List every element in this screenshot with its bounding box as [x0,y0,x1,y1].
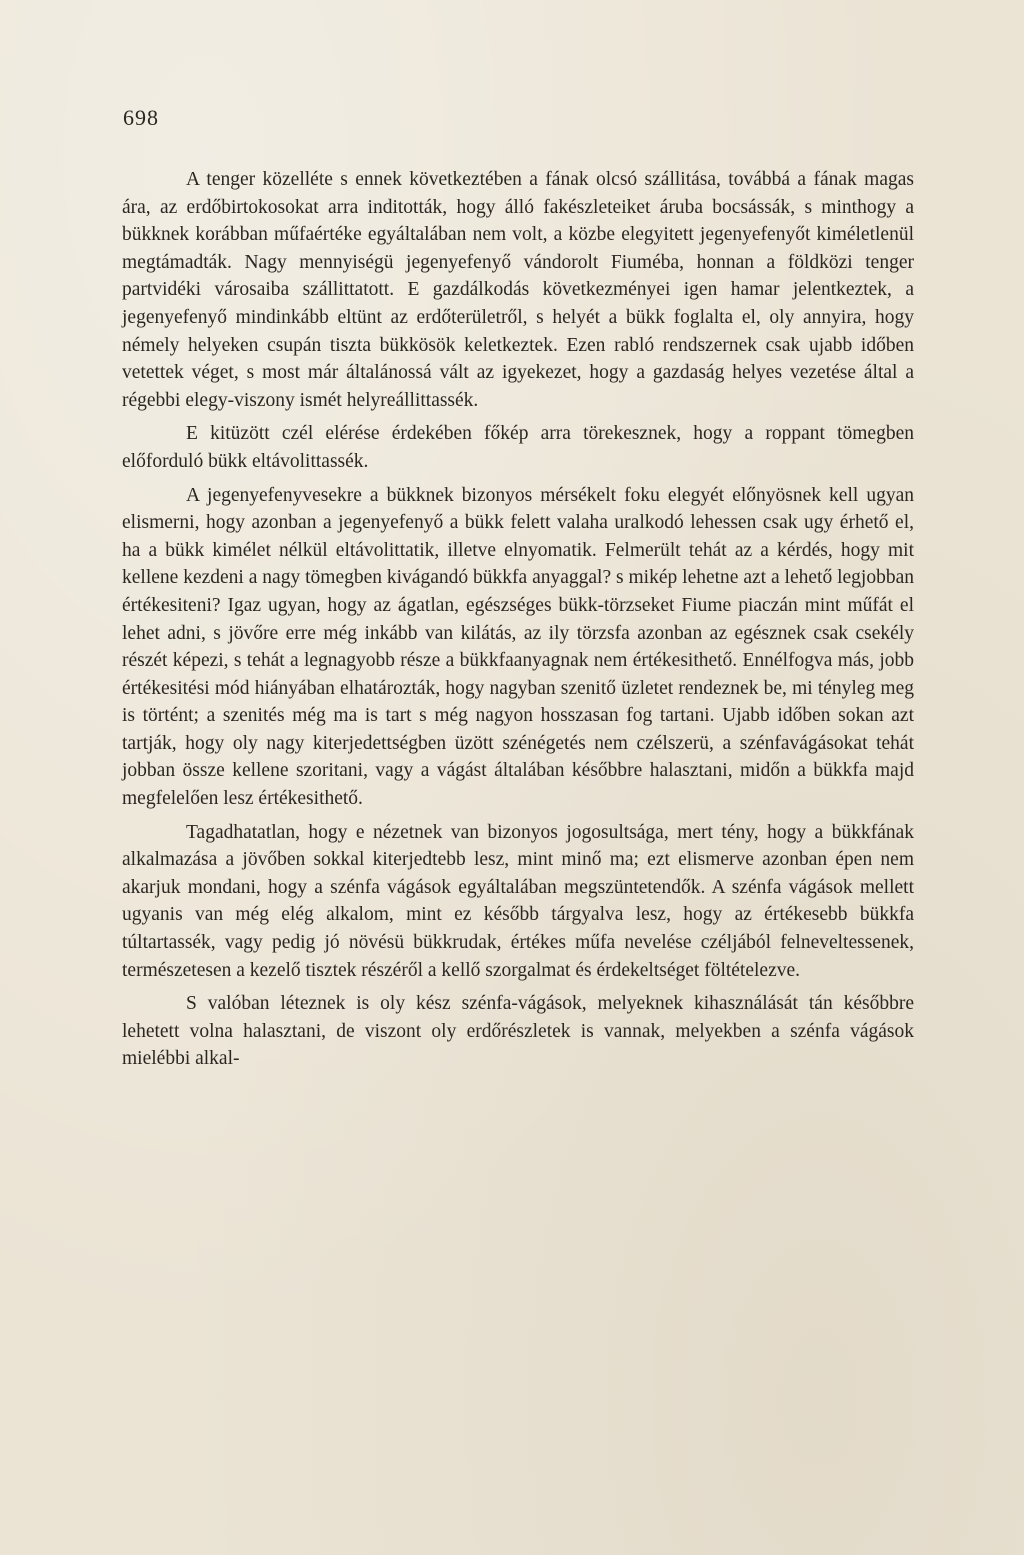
page-number: 698 [123,105,159,130]
paragraph-4: Tagadhatatlan, hogy e nézetnek van bizonyos jogosultsága, mert tény, hogy a bükkfának alkalmazása a jövőben sokkal kiterjedtebb lesz, mint minő ma; ezt elismerve azonban épen nem akarjuk mondani, hogy a szénfa vágások egyáltalában megszüntetendők. A szénfa vágások mellett ugyanis van még elég alkalom, mint ez később tárgyalva lesz, hogy az értékesebb bükkfa túltartassék, vagy pedig jó növésü bükkrudak, értékes műfa nevelése czéljából felneveltessenek, természetesen a kezelő tisztek részéről a kellő szorgalmat és érdekeltséget föltételezve. [122,821,914,981]
body-text [122,166,914,1073]
paragraph-3: A jegenyefenyvesekre a bükknek bizonyos mérsékelt foku elegyét előnyösnek kell ugyan elismerni, hogy azonban a jegenyefenyő a bükk felett valaha uralkodó lehessen csak ugy érhető el, ha a bükk kimélet nélkül eltávolittatik, illetve elnyomatik. Felmerült tehát az a kérdés, hogy mit kellene kezdeni a nagy tömegben kivágandó bükkfa anyaggal? s mikép lehetne azt a lehető legjobban értékesiteni? Igaz ugyan, hogy az ágatlan, egészséges bükk-törzseket Fiume piaczán mint műfát el lehet adni, s jövőre erre még inkább van kilátás, az ily törzsfa azonban az egésznek csak csekély részét képezi, s tehát a legnagyobb része a bükkfaanyagnak nem értékesithető. Ennélfogva más, jobb értékesitési mód hiányában elhatározták, hogy nagyban szenitő üzletet rendeznek be, mi tényleg meg is történt; a szenités még ma is tart s még nagyon hosszasan fog tartani. Ujabb időben sokan azt tartják, hogy oly nagy kiterjedettségben üzött szénégetés nem czélszerü, a szénfavágásokat tehát jobban össze kellene szoritani, vagy a vágást általában későbbre halasztani, midőn a bükkfa majd megfelelően lesz értékesithető. [122,484,914,810]
paragraph-1: A tenger közelléte s ennek következtében a fának olcsó szállitása, továbbá a fának magas ára, az erdőbirtokosokat arra inditották, hogy álló fakészleteiket áruba bocsássák, s minthogy a bükknek korábban műfaértéke egyáltalában nem volt, a közbe elegyitett jegenyefenyőt kiméletlenül megtámadták. Nagy mennyiségü jegenyefenyő vándorolt Fiuméba, honnan a földközi tenger partvidéki városaiba szállittatott. E gazdálkodás következményei igen hamar jelentkeztek, a jegenyefenyő mindinkább eltünt az erdőterületről, s helyét a bükk foglalta el, oly annyira, hogy némely helyeken csupán tiszta bükkösök keletkeztek. Ezen rabló rendszernek csak ujabb időben vetettek véget, s most már általánossá vált az igyekezet, hogy a gazdaság helyes vezetése által a régebbi elegy-viszony ismét helyreállittassék. [122,169,914,411]
paragraph-2: E kitüzött czél elérése érdekében főkép arra törekesznek, hogy a roppant tömegben előforduló bükk eltávolittassék. [122,423,914,472]
paragraph-5: S valóban léteznek is oly kész szénfa-vágások, melyeknek kihasználását tán későbbre lehetett volna halasztani, de viszont oly erdőrészletek is vannak, melyekben a szénfa vágások mielébbi alkal- [122,993,914,1070]
